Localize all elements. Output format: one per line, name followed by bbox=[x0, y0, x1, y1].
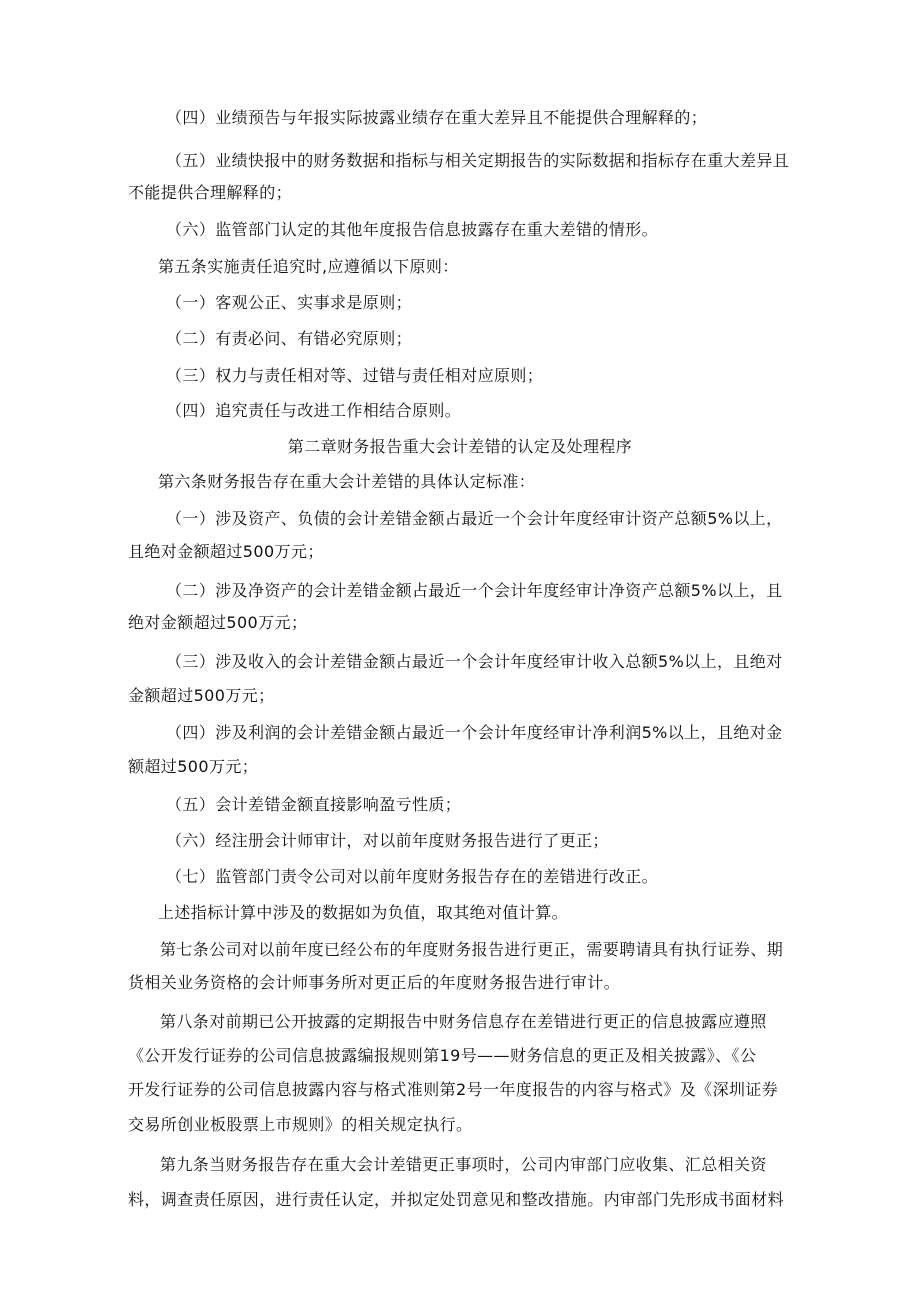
article-heading: 第九条当财务报告存在重大会计差错更正事项时，公司内审部门应收集、汇总相关资 bbox=[160, 1155, 767, 1174]
text-line: （三）权力与责任相对等、过错与责任相对应原则； bbox=[166, 366, 544, 385]
text-line: 绝对金额超过500万元； bbox=[128, 613, 308, 632]
text-line: （六）经注册会计师审计，对以前年度财务报告进行了更正； bbox=[166, 831, 609, 850]
text-line: 不能提供合理解释的； bbox=[128, 183, 293, 202]
text-line: 料，调查责任原因，进行责任认定，并拟定处罚意见和整改措施。内审部门先形成书面材料 bbox=[128, 1190, 785, 1209]
text-line: 开发行证券的公司信息披露内容与格式准则第2号一年度报告的内容与格式》及《深圳证券 bbox=[128, 1080, 779, 1099]
text-line: 上述指标计算中涉及的数据如为负值，取其绝对值计算。 bbox=[158, 903, 569, 922]
text-line: （一）客观公正、实事求是原则； bbox=[166, 293, 413, 312]
text-line: （一）涉及资产、负债的会计差错金额占最近一个会计年度经审计资产总额5%以上， bbox=[166, 509, 783, 528]
text-line: 额超过500万元； bbox=[128, 757, 259, 776]
text-line: （二）有责必问、有错必究原则； bbox=[166, 329, 413, 348]
text-line: （四）追究责任与改进工作相结合原则。 bbox=[166, 401, 462, 420]
article-heading: 第六条财务报告存在重大会计差错的具体认定标准： bbox=[158, 472, 536, 491]
chapter-title: 第二章财务报告重大会计差错的认定及处理程序 bbox=[287, 437, 633, 456]
text-line: （五）业绩快报中的财务数据和指标与相关定期报告的实际数据和指标存在重大差异且 bbox=[166, 151, 790, 170]
text-line: （二）涉及净资产的会计差错金额占最近一个会计年度经审计净资产总额5%以上，且 bbox=[166, 581, 783, 600]
text-line: 金额超过500万元； bbox=[128, 686, 275, 705]
text-line: 且绝对金额超过500万元； bbox=[128, 542, 324, 561]
text-line: （四）涉及利润的会计差错金额占最近一个会计年度经审计净利润5%以上，且绝对金 bbox=[166, 723, 783, 742]
text-line: （五）会计差错金额直接影响盈亏性质； bbox=[166, 795, 462, 814]
text-line: （三）涉及收入的会计差错金额占最近一个会计年度经审计收入总额5%以上，且绝对 bbox=[166, 652, 783, 671]
text-line: （六）监管部门认定的其他年度报告信息披露存在重大差错的情形。 bbox=[166, 220, 659, 239]
text-line: 货相关业务资格的会计师事务所对更正后的年度财务报告进行审计。 bbox=[128, 973, 621, 992]
article-heading: 第五条实施责任追究时,应遵循以下原则： bbox=[158, 257, 459, 276]
text-line: （七）监管部门责令公司对以前年度财务报告存在的差错进行改正。 bbox=[166, 867, 659, 886]
article-heading: 第八条对前期已公开披露的定期报告中财务信息存在差错进行更正的信息披露应遵照 bbox=[160, 1012, 767, 1031]
text-line: 《公开发行证券的公司信息披露编报规则第19号——财务信息的更正及相关披露》、《公 bbox=[128, 1046, 757, 1065]
text-line: 交易所创业板股票上市规则》的相关规定执行。 bbox=[128, 1115, 473, 1134]
article-heading: 第七条公司对以前年度已经公布的年度财务报告进行更正，需要聘请具有执行证券、期 bbox=[160, 940, 784, 959]
text-line: （四）业绩预告与年报实际披露业绩存在重大差异且不能提供合理解释的； bbox=[166, 108, 708, 127]
